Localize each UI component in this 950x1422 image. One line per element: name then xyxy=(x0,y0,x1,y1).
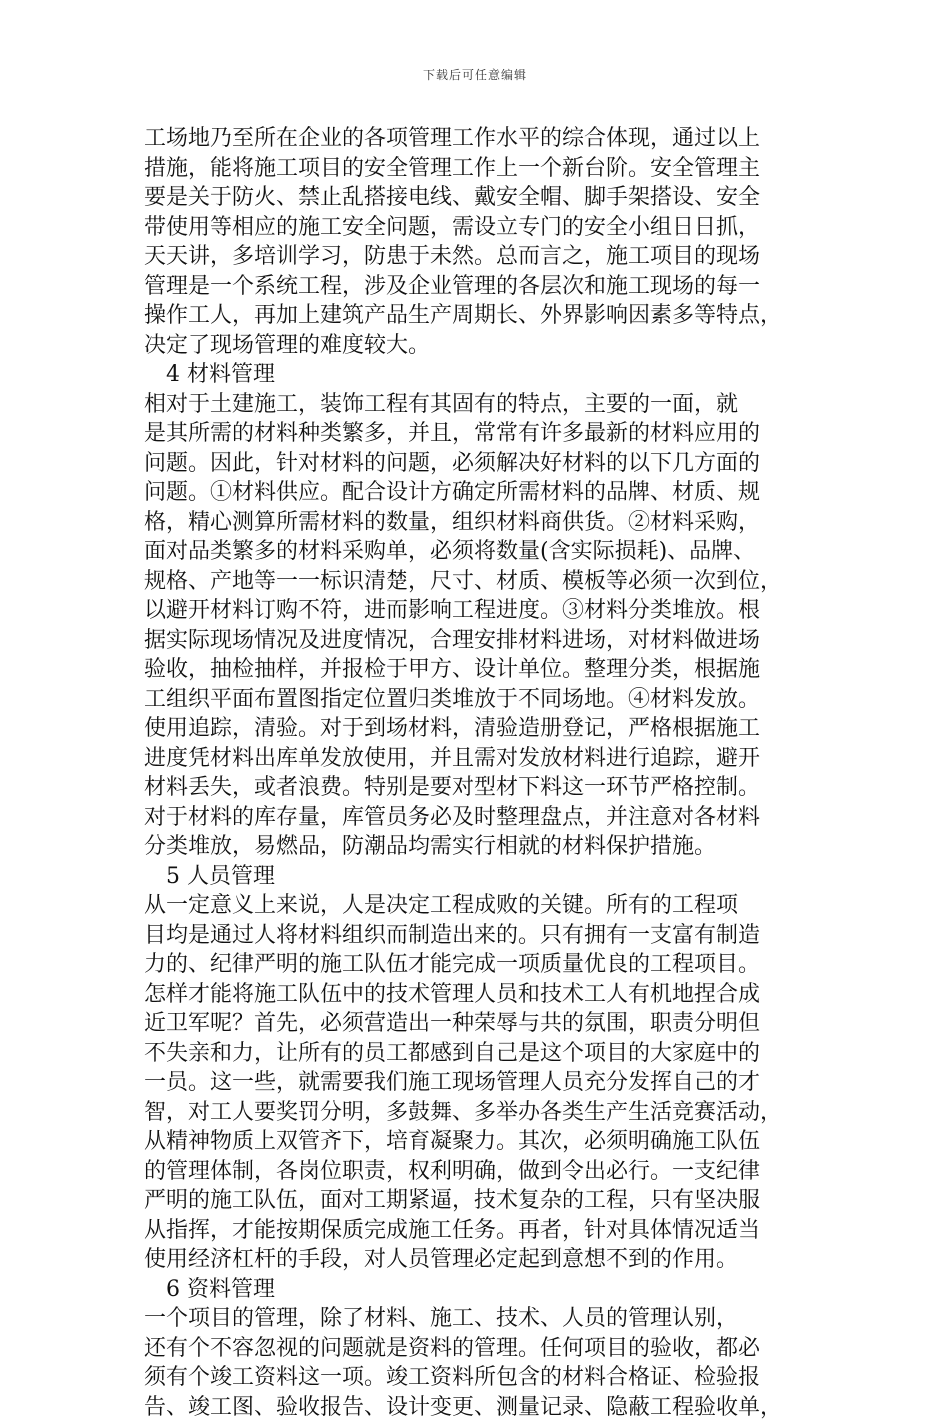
text-line: 使用追踪，清验。对于到场材料，清验造册登记，严格根据施工 xyxy=(144,714,784,744)
text-line: 操作工人，再加上建筑产品生产周期长、外界影响因素多等特点， xyxy=(144,301,784,331)
text-line: 格，精心测算所需材料的数量，组织材料商供货。②材料采购， xyxy=(144,508,784,538)
text-line: 问题。①材料供应。配合设计方确定所需材料的品牌、材质、规 xyxy=(144,478,784,508)
text-line: 一个项目的管理，除了材料、施工、技术、人员的管理认别， xyxy=(144,1304,784,1334)
text-line: 从指挥，才能按期保质完成施工任务。再者，针对具体情况适当 xyxy=(144,1216,784,1246)
text-line: 验收，抽检抽样，并报检于甲方、设计单位。整理分类，根据施 xyxy=(144,655,784,685)
text-line: 是其所需的材料种类繁多，并且，常常有许多最新的材料应用的 xyxy=(144,419,784,449)
text-line: 措施，能将施工项目的安全管理工作上一个新台阶。安全管理主 xyxy=(144,154,784,184)
text-line: 工场地乃至所在企业的各项管理工作水平的综合体现，通过以上 xyxy=(144,124,784,154)
text-line: 怎样才能将施工队伍中的技术管理人员和技术工人有机地捏合成 xyxy=(144,980,784,1010)
text-line: 对于材料的库存量，库管员务必及时整理盘点，并注意对各材料 xyxy=(144,803,784,833)
text-line: 管理是一个系统工程，涉及企业管理的各层次和施工现场的每一 xyxy=(144,272,784,302)
text-line: 要是关于防火、禁止乱搭接电线、戴安全帽、脚手架搭设、安全 xyxy=(144,183,784,213)
text-line: 不失亲和力，让所有的员工都感到自己是这个项目的大家庭中的 xyxy=(144,1039,784,1069)
text-line: 相对于土建施工，装饰工程有其固有的特点，主要的一面，就 xyxy=(144,390,784,420)
text-line: 材料丢失，或者浪费。特别是要对型材下料这一环节严格控制。 xyxy=(144,773,784,803)
text-line: 从精神物质上双管齐下，培育凝聚力。其次，必须明确施工队伍 xyxy=(144,1127,784,1157)
text-line: 告、竣工图、验收报告、设计变更、测量记录、隐蔽工程验收单， xyxy=(144,1393,784,1422)
text-line: 天天讲，多培训学习，防患于未然。总而言之，施工项目的现场 xyxy=(144,242,784,272)
section-heading-documents: 6 资料管理 xyxy=(144,1275,784,1305)
text-line: 须有个竣工资料这一项。竣工资料所包含的材料合格证、检验报 xyxy=(144,1363,784,1393)
text-line: 还有个不容忽视的问题就是资料的管理。任何项目的验收，都必 xyxy=(144,1334,784,1364)
text-line: 进度凭材料出库单发放使用，并且需对发放材料进行追踪，避开 xyxy=(144,744,784,774)
text-line: 的管理体制，各岗位职责，权利明确，做到令出必行。一支纪律 xyxy=(144,1157,784,1187)
text-line: 工组织平面布置图指定位置归类堆放于不同场地。④材料发放。 xyxy=(144,685,784,715)
text-line: 分类堆放，易燃品，防潮品均需实行相就的材料保护措施。 xyxy=(144,832,784,862)
text-line: 面对品类繁多的材料采购单，必须将数量(含实际损耗)、品牌、 xyxy=(144,537,784,567)
text-line: 问题。因此，针对材料的问题，必须解决好材料的以下几方面的 xyxy=(144,449,784,479)
text-line: 使用经济杠杆的手段，对人员管理必定起到意想不到的作用。 xyxy=(144,1245,784,1275)
section-heading-materials: 4 材料管理 xyxy=(144,360,784,390)
text-line: 目均是通过人将材料组织而制造出来的。只有拥有一支富有制造 xyxy=(144,921,784,951)
text-line: 带使用等相应的施工安全问题，需设立专门的安全小组日日抓， xyxy=(144,213,784,243)
text-line: 一员。这一些，就需要我们施工现场管理人员充分发挥自己的才 xyxy=(144,1068,784,1098)
text-line: 据实际现场情况及进度情况，合理安排材料进场，对材料做进场 xyxy=(144,626,784,656)
section-heading-personnel: 5 人员管理 xyxy=(144,862,784,892)
text-line: 近卫军呢？首先，必须营造出一种荣辱与共的氛围，职责分明但 xyxy=(144,1009,784,1039)
text-line: 智，对工人要奖罚分明，多鼓舞、多举办各类生产生活竞赛活动， xyxy=(144,1098,784,1128)
text-line: 力的、纪律严明的施工队伍才能完成一项质量优良的工程项目。 xyxy=(144,950,784,980)
text-line: 从一定意义上来说，人是决定工程成败的关键。所有的工程项 xyxy=(144,891,784,921)
page-header: 下载后可任意编辑 xyxy=(0,66,950,83)
text-line: 以避开材料订购不符，进而影响工程进度。③材料分类堆放。根 xyxy=(144,596,784,626)
text-line: 规格、产地等一一标识清楚，尺寸、材质、模板等必须一次到位， xyxy=(144,567,784,597)
body-text xyxy=(144,124,784,1422)
text-line: 决定了现场管理的难度较大。 xyxy=(144,331,784,361)
text-line: 严明的施工队伍，面对工期紧逼，技术复杂的工程，只有坚决服 xyxy=(144,1186,784,1216)
